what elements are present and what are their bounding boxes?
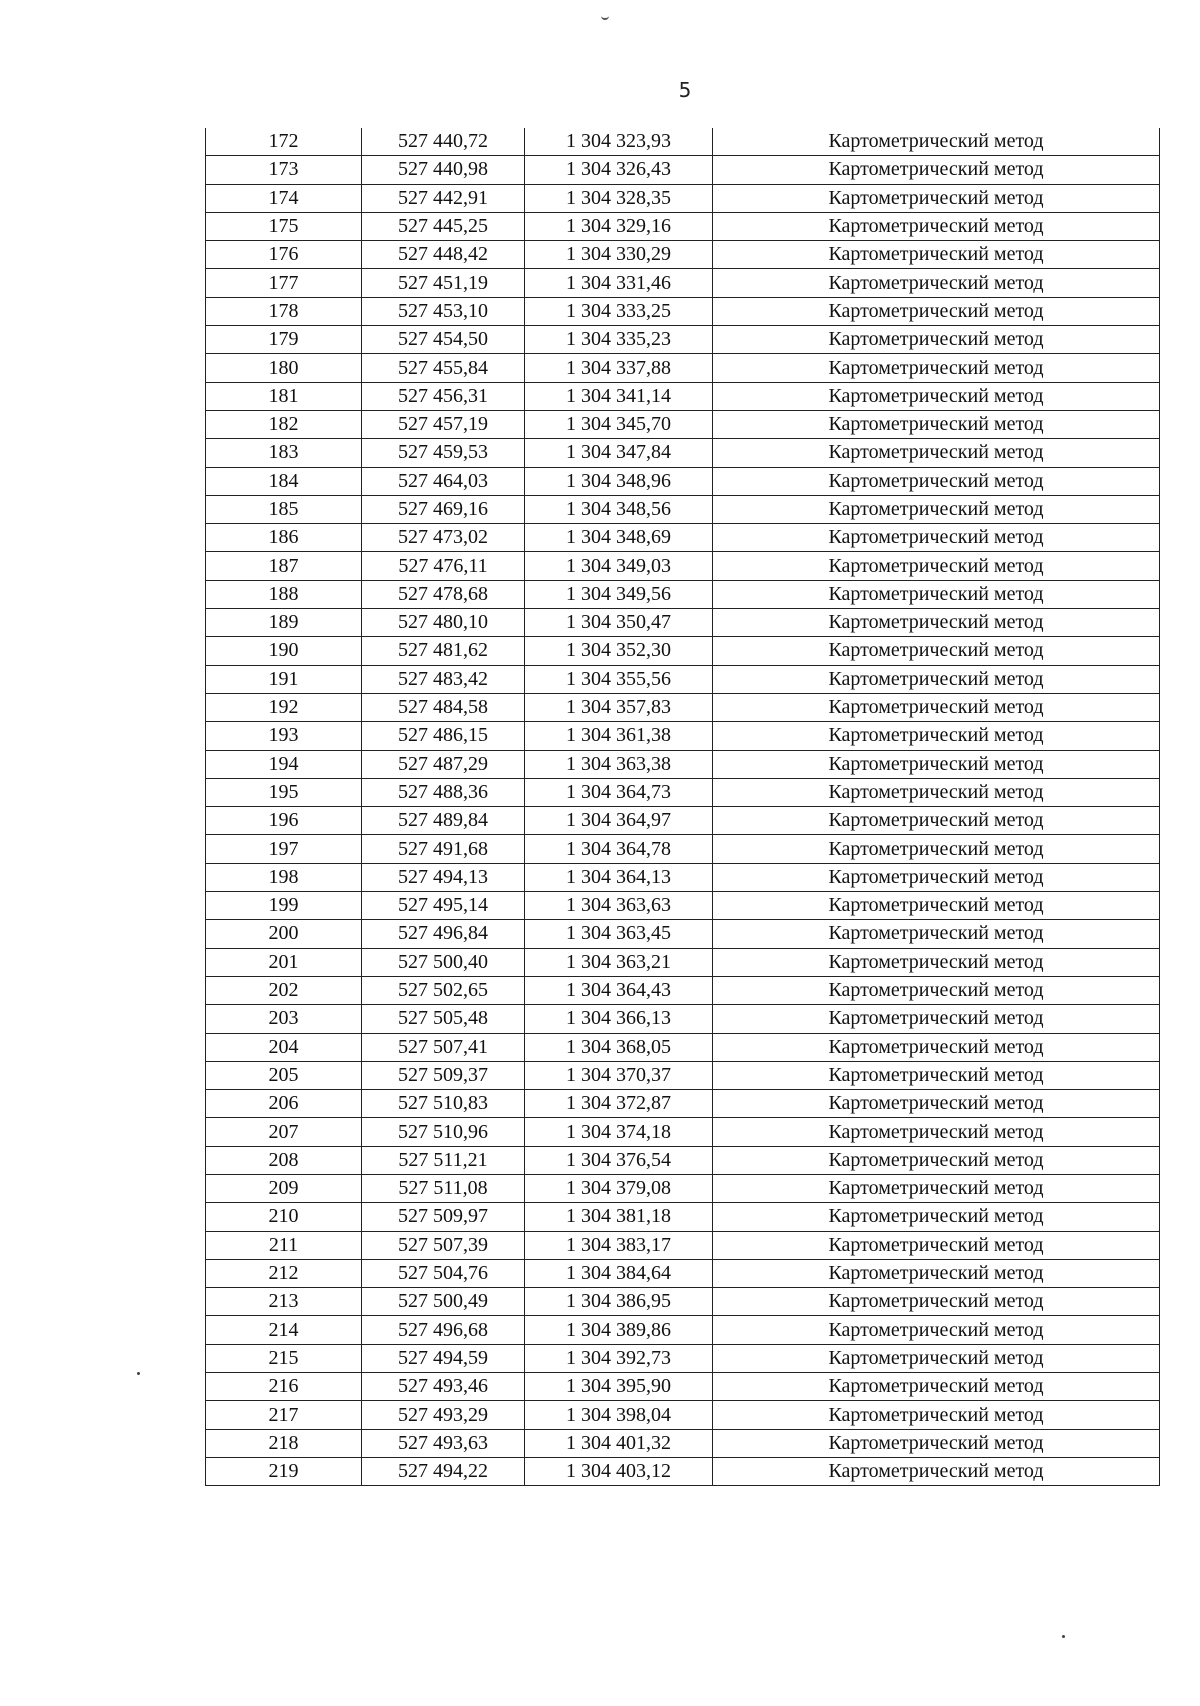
table-row [206, 184, 1160, 212]
table-row [206, 835, 1160, 863]
x-coordinate-cell: 527 488,36 [362, 778, 525, 806]
point-number-cell: 213 [206, 1288, 362, 1316]
y-coordinate-cell: 1 304 363,45 [525, 920, 713, 948]
y-coordinate-cell: 1 304 364,97 [525, 807, 713, 835]
point-number-cell: 179 [206, 326, 362, 354]
point-number-cell: 186 [206, 524, 362, 552]
method-cell: Картометрический метод [713, 1231, 1160, 1259]
x-coordinate-cell: 527 500,49 [362, 1288, 525, 1316]
method-cell: Картометрический метод [713, 1061, 1160, 1089]
point-number-cell: 216 [206, 1373, 362, 1401]
y-coordinate-cell: 1 304 370,37 [525, 1061, 713, 1089]
method-cell: Картометрический метод [713, 1401, 1160, 1429]
method-cell: Картометрический метод [713, 580, 1160, 608]
method-cell: Картометрический метод [713, 439, 1160, 467]
method-cell: Картометрический метод [713, 1005, 1160, 1033]
table-row [206, 1174, 1160, 1202]
y-coordinate-cell: 1 304 341,14 [525, 382, 713, 410]
point-number-cell: 202 [206, 976, 362, 1004]
x-coordinate-cell: 527 454,50 [362, 326, 525, 354]
x-coordinate-cell: 527 440,72 [362, 128, 525, 156]
y-coordinate-cell: 1 304 364,43 [525, 976, 713, 1004]
table-row [206, 495, 1160, 523]
x-coordinate-cell: 527 451,19 [362, 269, 525, 297]
point-number-cell: 200 [206, 920, 362, 948]
y-coordinate-cell: 1 304 348,56 [525, 495, 713, 523]
y-coordinate-cell: 1 304 368,05 [525, 1033, 713, 1061]
y-coordinate-cell: 1 304 383,17 [525, 1231, 713, 1259]
table-row [206, 1061, 1160, 1089]
method-cell: Картометрический метод [713, 892, 1160, 920]
y-coordinate-cell: 1 304 401,32 [525, 1429, 713, 1457]
table-row [206, 948, 1160, 976]
y-coordinate-cell: 1 304 323,93 [525, 128, 713, 156]
point-number-cell: 204 [206, 1033, 362, 1061]
y-coordinate-cell: 1 304 330,29 [525, 241, 713, 269]
table-row [206, 241, 1160, 269]
point-number-cell: 182 [206, 410, 362, 438]
point-number-cell: 189 [206, 609, 362, 637]
y-coordinate-cell: 1 304 386,95 [525, 1288, 713, 1316]
point-number-cell: 208 [206, 1146, 362, 1174]
x-coordinate-cell: 527 448,42 [362, 241, 525, 269]
method-cell: Картометрический метод [713, 1146, 1160, 1174]
point-number-cell: 175 [206, 212, 362, 240]
x-coordinate-cell: 527 484,58 [362, 693, 525, 721]
y-coordinate-cell: 1 304 398,04 [525, 1401, 713, 1429]
y-coordinate-cell: 1 304 364,73 [525, 778, 713, 806]
table-row [206, 326, 1160, 354]
point-number-cell: 183 [206, 439, 362, 467]
y-coordinate-cell: 1 304 326,43 [525, 156, 713, 184]
y-coordinate-cell: 1 304 348,69 [525, 524, 713, 552]
x-coordinate-cell: 527 494,22 [362, 1457, 525, 1485]
x-coordinate-cell: 527 440,98 [362, 156, 525, 184]
x-coordinate-cell: 527 511,08 [362, 1174, 525, 1202]
method-cell: Картометрический метод [713, 863, 1160, 891]
point-number-cell: 173 [206, 156, 362, 184]
point-number-cell: 192 [206, 693, 362, 721]
x-coordinate-cell: 527 445,25 [362, 212, 525, 240]
method-cell: Картометрический метод [713, 297, 1160, 325]
table-row [206, 128, 1160, 156]
table-row [206, 1033, 1160, 1061]
y-coordinate-cell: 1 304 364,13 [525, 863, 713, 891]
method-cell: Картометрический метод [713, 1090, 1160, 1118]
table-row [206, 354, 1160, 382]
table-row [206, 156, 1160, 184]
y-coordinate-cell: 1 304 381,18 [525, 1203, 713, 1231]
x-coordinate-cell: 527 483,42 [362, 665, 525, 693]
point-number-cell: 177 [206, 269, 362, 297]
point-number-cell: 185 [206, 495, 362, 523]
table-row [206, 467, 1160, 495]
x-coordinate-cell: 527 510,83 [362, 1090, 525, 1118]
x-coordinate-cell: 527 494,59 [362, 1344, 525, 1372]
table-row [206, 1344, 1160, 1372]
y-coordinate-cell: 1 304 347,84 [525, 439, 713, 467]
y-coordinate-cell: 1 304 329,16 [525, 212, 713, 240]
method-cell: Картометрический метод [713, 326, 1160, 354]
y-coordinate-cell: 1 304 364,78 [525, 835, 713, 863]
method-cell: Картометрический метод [713, 495, 1160, 523]
x-coordinate-cell: 527 478,68 [362, 580, 525, 608]
x-coordinate-cell: 527 464,03 [362, 467, 525, 495]
y-coordinate-cell: 1 304 328,35 [525, 184, 713, 212]
table-row [206, 1231, 1160, 1259]
scan-mark [601, 14, 609, 20]
table-row [206, 580, 1160, 608]
y-coordinate-cell: 1 304 361,38 [525, 722, 713, 750]
point-number-cell: 188 [206, 580, 362, 608]
point-number-cell: 190 [206, 637, 362, 665]
method-cell: Картометрический метод [713, 976, 1160, 1004]
method-cell: Картометрический метод [713, 750, 1160, 778]
y-coordinate-cell: 1 304 403,12 [525, 1457, 713, 1485]
y-coordinate-cell: 1 304 384,64 [525, 1259, 713, 1287]
table-row [206, 892, 1160, 920]
method-cell: Картометрический метод [713, 1316, 1160, 1344]
x-coordinate-cell: 527 504,76 [362, 1259, 525, 1287]
x-coordinate-cell: 527 493,63 [362, 1429, 525, 1457]
table-row [206, 976, 1160, 1004]
method-cell: Картометрический метод [713, 552, 1160, 580]
y-coordinate-cell: 1 304 333,25 [525, 297, 713, 325]
x-coordinate-cell: 527 489,84 [362, 807, 525, 835]
table-row [206, 1203, 1160, 1231]
y-coordinate-cell: 1 304 350,47 [525, 609, 713, 637]
x-coordinate-cell: 527 442,91 [362, 184, 525, 212]
page-number: 5 [678, 78, 692, 102]
point-number-cell: 210 [206, 1203, 362, 1231]
method-cell: Картометрический метод [713, 920, 1160, 948]
y-coordinate-cell: 1 304 376,54 [525, 1146, 713, 1174]
table-row [206, 439, 1160, 467]
y-coordinate-cell: 1 304 357,83 [525, 693, 713, 721]
method-cell: Картометрический метод [713, 1259, 1160, 1287]
method-cell: Картометрический метод [713, 269, 1160, 297]
point-number-cell: 201 [206, 948, 362, 976]
table-row [206, 1288, 1160, 1316]
method-cell: Картометрический метод [713, 807, 1160, 835]
table-row [206, 524, 1160, 552]
y-coordinate-cell: 1 304 363,38 [525, 750, 713, 778]
y-coordinate-cell: 1 304 349,56 [525, 580, 713, 608]
method-cell: Картометрический метод [713, 382, 1160, 410]
x-coordinate-cell: 527 456,31 [362, 382, 525, 410]
y-coordinate-cell: 1 304 349,03 [525, 552, 713, 580]
point-number-cell: 214 [206, 1316, 362, 1344]
x-coordinate-cell: 527 507,39 [362, 1231, 525, 1259]
y-coordinate-cell: 1 304 392,73 [525, 1344, 713, 1372]
table-row [206, 1146, 1160, 1174]
point-number-cell: 206 [206, 1090, 362, 1118]
table-row [206, 778, 1160, 806]
table-row [206, 863, 1160, 891]
y-coordinate-cell: 1 304 331,46 [525, 269, 713, 297]
y-coordinate-cell: 1 304 337,88 [525, 354, 713, 382]
x-coordinate-cell: 527 494,13 [362, 863, 525, 891]
x-coordinate-cell: 527 493,46 [362, 1373, 525, 1401]
table-row [206, 269, 1160, 297]
point-number-cell: 184 [206, 467, 362, 495]
table-row [206, 1118, 1160, 1146]
x-coordinate-cell: 527 486,15 [362, 722, 525, 750]
point-number-cell: 218 [206, 1429, 362, 1457]
table-row [206, 1316, 1160, 1344]
x-coordinate-cell: 527 507,41 [362, 1033, 525, 1061]
point-number-cell: 193 [206, 722, 362, 750]
x-coordinate-cell: 527 511,21 [362, 1146, 525, 1174]
point-number-cell: 180 [206, 354, 362, 382]
table-row [206, 1429, 1160, 1457]
x-coordinate-cell: 527 510,96 [362, 1118, 525, 1146]
table-row [206, 722, 1160, 750]
table-row [206, 212, 1160, 240]
y-coordinate-cell: 1 304 372,87 [525, 1090, 713, 1118]
table-row [206, 1373, 1160, 1401]
method-cell: Картометрический метод [713, 1344, 1160, 1372]
method-cell: Картометрический метод [713, 1373, 1160, 1401]
point-number-cell: 199 [206, 892, 362, 920]
table-row [206, 297, 1160, 325]
x-coordinate-cell: 527 453,10 [362, 297, 525, 325]
point-number-cell: 172 [206, 128, 362, 156]
table-row [206, 410, 1160, 438]
table-row [206, 920, 1160, 948]
x-coordinate-cell: 527 473,02 [362, 524, 525, 552]
method-cell: Картометрический метод [713, 778, 1160, 806]
y-coordinate-cell: 1 304 355,56 [525, 665, 713, 693]
y-coordinate-cell: 1 304 352,30 [525, 637, 713, 665]
method-cell: Картометрический метод [713, 637, 1160, 665]
scan-speck [1062, 1635, 1065, 1638]
point-number-cell: 195 [206, 778, 362, 806]
point-number-cell: 211 [206, 1231, 362, 1259]
point-number-cell: 181 [206, 382, 362, 410]
point-number-cell: 191 [206, 665, 362, 693]
point-number-cell: 187 [206, 552, 362, 580]
point-number-cell: 176 [206, 241, 362, 269]
method-cell: Картометрический метод [713, 524, 1160, 552]
method-cell: Картометрический метод [713, 1033, 1160, 1061]
coordinates-table [205, 128, 1160, 1486]
point-number-cell: 217 [206, 1401, 362, 1429]
x-coordinate-cell: 527 476,11 [362, 552, 525, 580]
x-coordinate-cell: 527 457,19 [362, 410, 525, 438]
method-cell: Картометрический метод [713, 212, 1160, 240]
method-cell: Картометрический метод [713, 156, 1160, 184]
y-coordinate-cell: 1 304 348,96 [525, 467, 713, 495]
table-row [206, 552, 1160, 580]
y-coordinate-cell: 1 304 363,63 [525, 892, 713, 920]
x-coordinate-cell: 527 491,68 [362, 835, 525, 863]
table-row [206, 1090, 1160, 1118]
table-row [206, 1259, 1160, 1287]
x-coordinate-cell: 527 495,14 [362, 892, 525, 920]
method-cell: Картометрический метод [713, 1429, 1160, 1457]
x-coordinate-cell: 527 469,16 [362, 495, 525, 523]
table-row [206, 637, 1160, 665]
table-row [206, 1005, 1160, 1033]
y-coordinate-cell: 1 304 379,08 [525, 1174, 713, 1202]
method-cell: Картометрический метод [713, 609, 1160, 637]
x-coordinate-cell: 527 459,53 [362, 439, 525, 467]
x-coordinate-cell: 527 500,40 [362, 948, 525, 976]
point-number-cell: 212 [206, 1259, 362, 1287]
method-cell: Картометрический метод [713, 184, 1160, 212]
y-coordinate-cell: 1 304 363,21 [525, 948, 713, 976]
y-coordinate-cell: 1 304 335,23 [525, 326, 713, 354]
x-coordinate-cell: 527 502,65 [362, 976, 525, 1004]
method-cell: Картометрический метод [713, 948, 1160, 976]
x-coordinate-cell: 527 509,37 [362, 1061, 525, 1089]
method-cell: Картометрический метод [713, 354, 1160, 382]
y-coordinate-cell: 1 304 374,18 [525, 1118, 713, 1146]
y-coordinate-cell: 1 304 395,90 [525, 1373, 713, 1401]
point-number-cell: 197 [206, 835, 362, 863]
method-cell: Картометрический метод [713, 1457, 1160, 1485]
point-number-cell: 215 [206, 1344, 362, 1372]
table-row [206, 693, 1160, 721]
x-coordinate-cell: 527 505,48 [362, 1005, 525, 1033]
point-number-cell: 203 [206, 1005, 362, 1033]
point-number-cell: 198 [206, 863, 362, 891]
method-cell: Картометрический метод [713, 1118, 1160, 1146]
point-number-cell: 196 [206, 807, 362, 835]
method-cell: Картометрический метод [713, 241, 1160, 269]
table-row [206, 609, 1160, 637]
method-cell: Картометрический метод [713, 1174, 1160, 1202]
y-coordinate-cell: 1 304 345,70 [525, 410, 713, 438]
method-cell: Картометрический метод [713, 128, 1160, 156]
point-number-cell: 207 [206, 1118, 362, 1146]
method-cell: Картометрический метод [713, 1203, 1160, 1231]
x-coordinate-cell: 527 481,62 [362, 637, 525, 665]
method-cell: Картометрический метод [713, 1288, 1160, 1316]
method-cell: Картометрический метод [713, 722, 1160, 750]
y-coordinate-cell: 1 304 366,13 [525, 1005, 713, 1033]
point-number-cell: 174 [206, 184, 362, 212]
table-row [206, 665, 1160, 693]
x-coordinate-cell: 527 509,97 [362, 1203, 525, 1231]
method-cell: Картометрический метод [713, 835, 1160, 863]
y-coordinate-cell: 1 304 389,86 [525, 1316, 713, 1344]
table-row [206, 1457, 1160, 1485]
x-coordinate-cell: 527 487,29 [362, 750, 525, 778]
point-number-cell: 205 [206, 1061, 362, 1089]
point-number-cell: 209 [206, 1174, 362, 1202]
table-row [206, 382, 1160, 410]
scan-speck [137, 1372, 140, 1375]
method-cell: Картометрический метод [713, 467, 1160, 495]
table-row [206, 807, 1160, 835]
point-number-cell: 194 [206, 750, 362, 778]
table-row [206, 1401, 1160, 1429]
method-cell: Картометрический метод [713, 410, 1160, 438]
point-number-cell: 178 [206, 297, 362, 325]
method-cell: Картометрический метод [713, 665, 1160, 693]
x-coordinate-cell: 527 496,68 [362, 1316, 525, 1344]
x-coordinate-cell: 527 480,10 [362, 609, 525, 637]
point-number-cell: 219 [206, 1457, 362, 1485]
x-coordinate-cell: 527 496,84 [362, 920, 525, 948]
coordinates-table-body [206, 128, 1160, 1486]
x-coordinate-cell: 527 493,29 [362, 1401, 525, 1429]
x-coordinate-cell: 527 455,84 [362, 354, 525, 382]
method-cell: Картометрический метод [713, 693, 1160, 721]
table-row [206, 750, 1160, 778]
